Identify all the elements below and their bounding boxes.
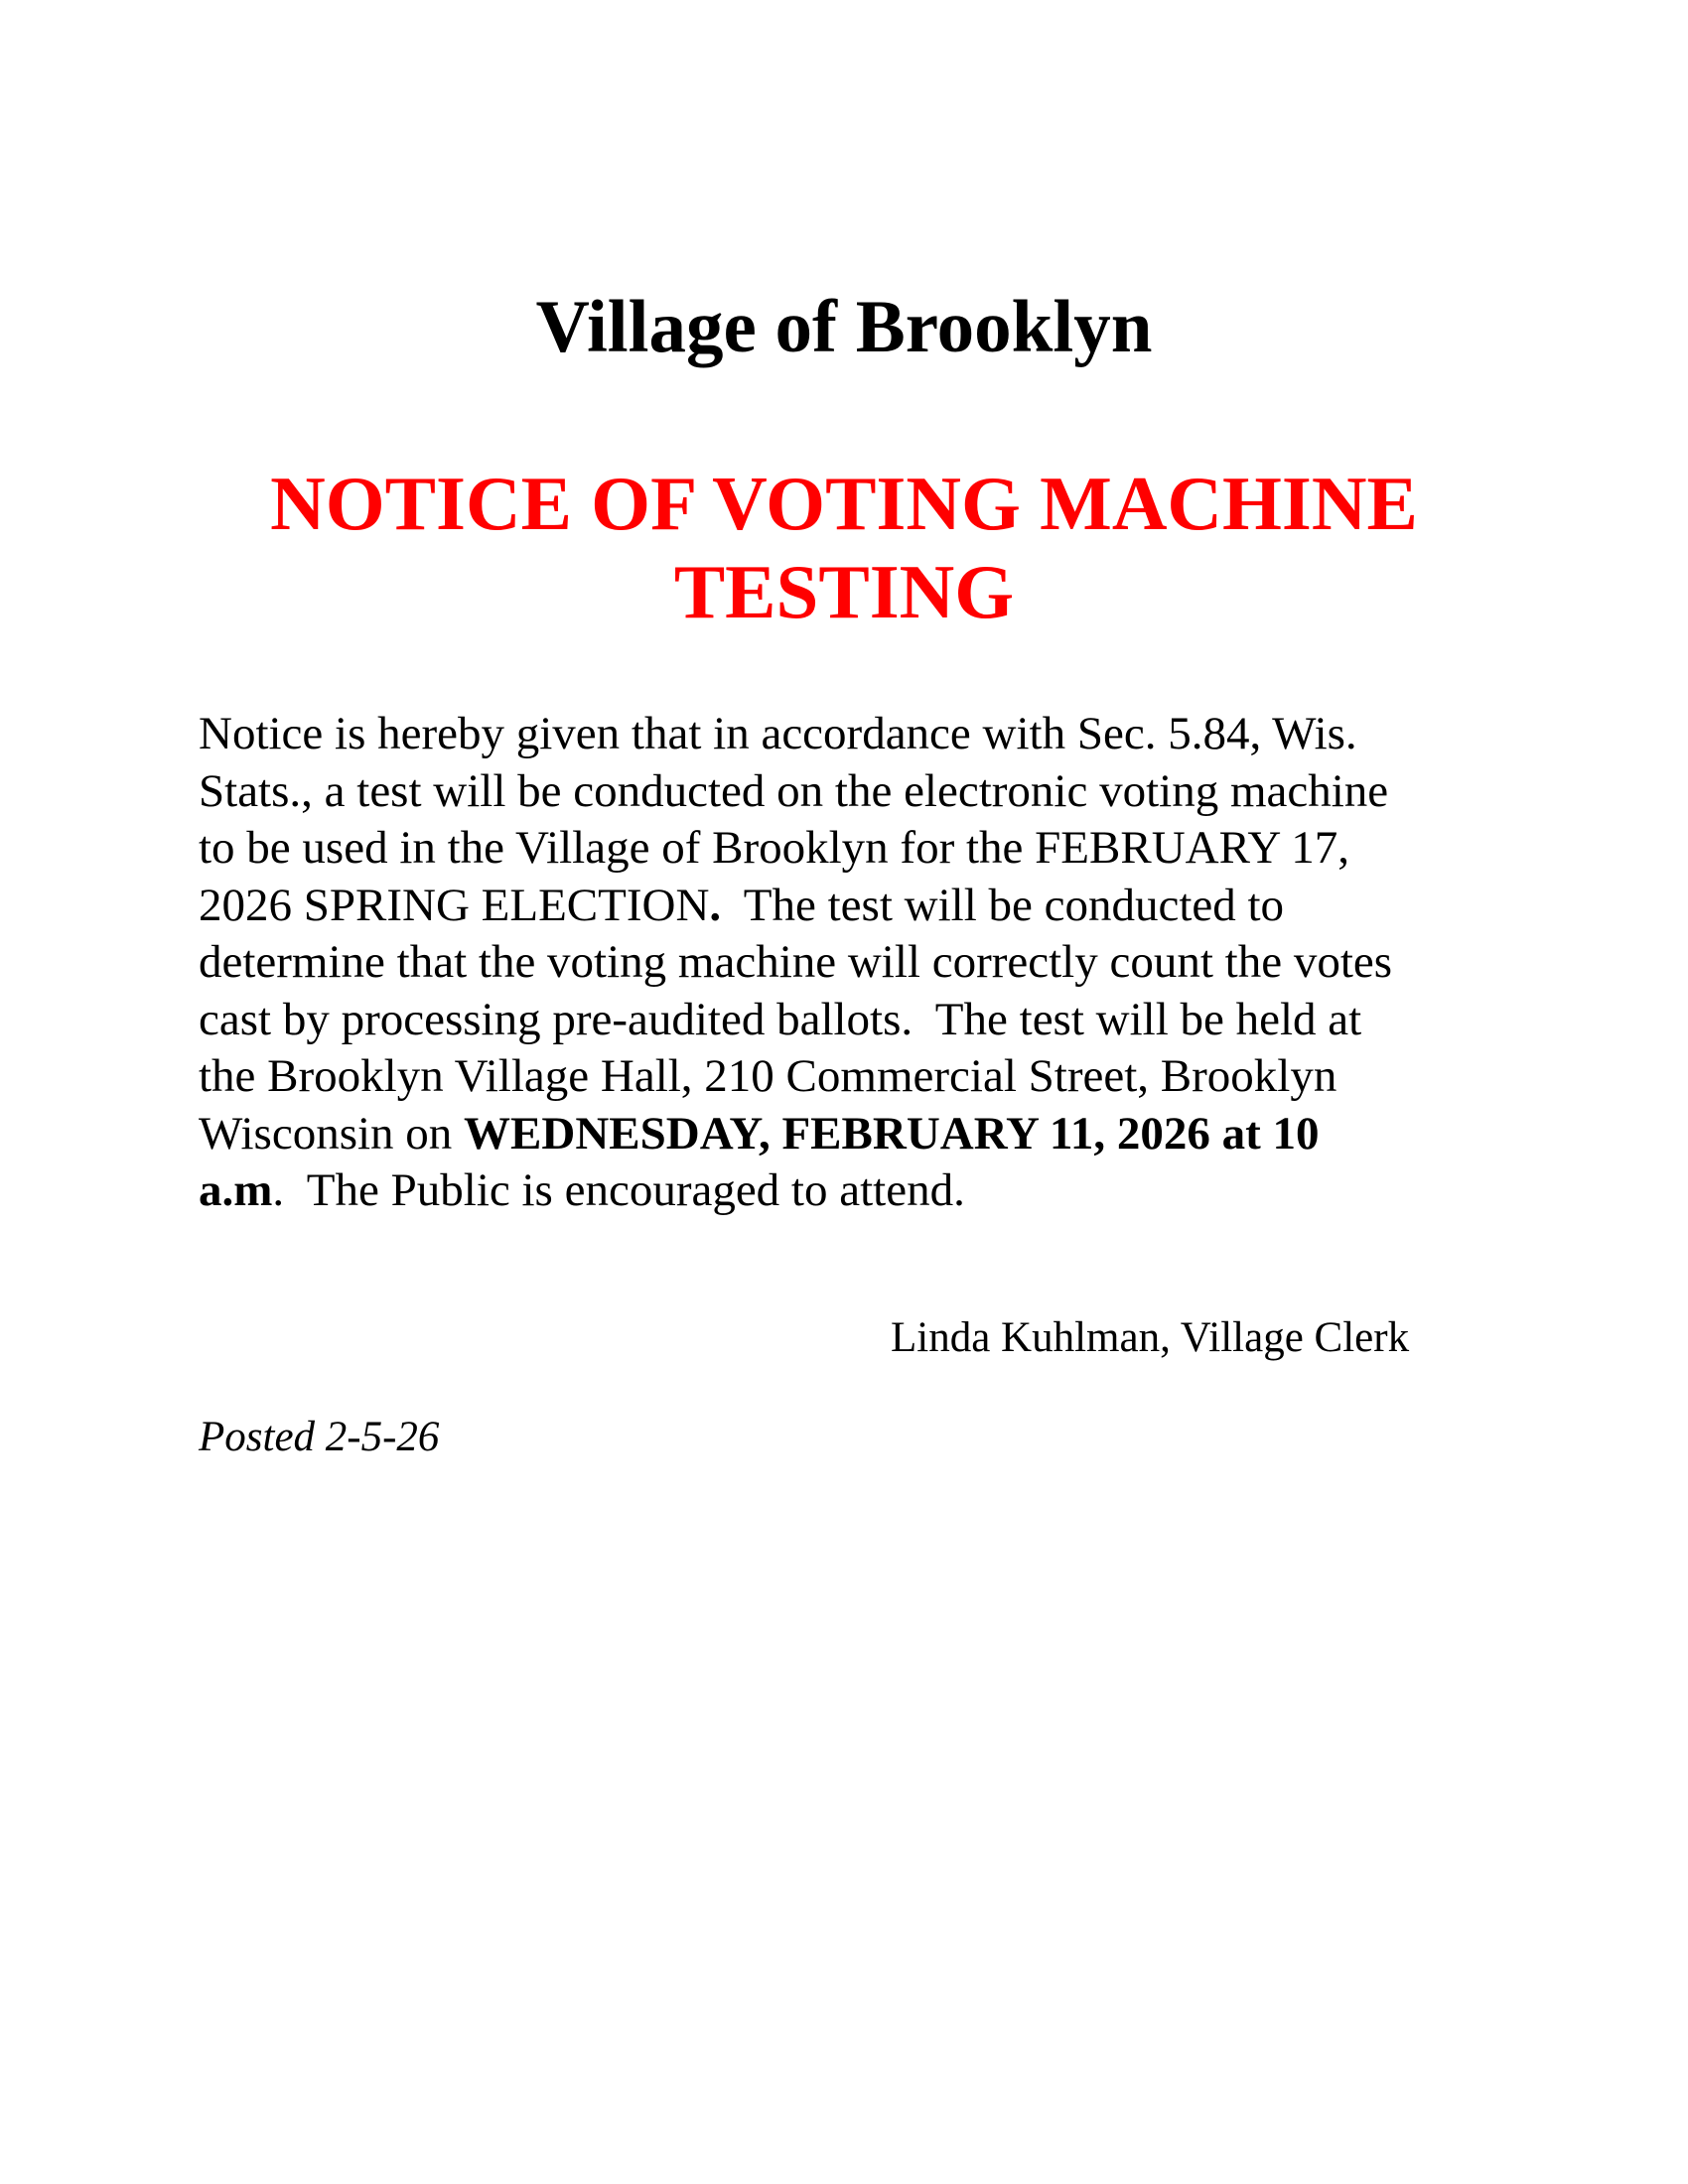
notice-heading — [218, 460, 1470, 636]
village-title: Village of Brooklyn — [535, 286, 1153, 368]
test-time: a.m — [199, 1164, 273, 1216]
body-line: Notice is hereby given that in accordance with Sec. 5.84, Wis. — [199, 708, 1357, 759]
body-line — [199, 878, 1499, 935]
body-line: determine that the voting machine will correctly count the votes — [199, 936, 1393, 988]
body-line — [199, 1162, 1499, 1220]
body-line: the Brooklyn Village Hall, 210 Commercial Street, Brooklyn — [199, 1050, 1337, 1102]
notice-heading-line-1: NOTICE OF VOTING MACHINE — [270, 461, 1418, 546]
clerk-signature: Linda Kuhlman, Village Clerk — [891, 1314, 1410, 1361]
test-date: WEDNESDAY, FEBRUARY 11, 2026 at 10 — [464, 1107, 1320, 1160]
posted-date: Posted 2-5-26 — [199, 1414, 440, 1460]
body-line: Stats., a test will be conducted on the electronic voting machine — [199, 764, 1389, 817]
body-text: Wisconsin on — [199, 1107, 465, 1160]
body-line: cast by processing pre-audited ballots. The test will be held at — [199, 993, 1362, 1045]
election-period: . — [709, 879, 722, 931]
body-line: to be used in the Village of Brooklyn for the FEBRUARY 17, — [199, 822, 1350, 874]
body-text: . The Public is encouraged to attend. — [272, 1164, 965, 1216]
notice-heading-line-2: TESTING — [673, 549, 1015, 634]
election-name: 2026 SPRING ELECTION — [199, 879, 710, 931]
body-line — [199, 1106, 1499, 1163]
notice-body — [199, 706, 1499, 1220]
body-text: The test will be conducted to — [721, 879, 1285, 931]
